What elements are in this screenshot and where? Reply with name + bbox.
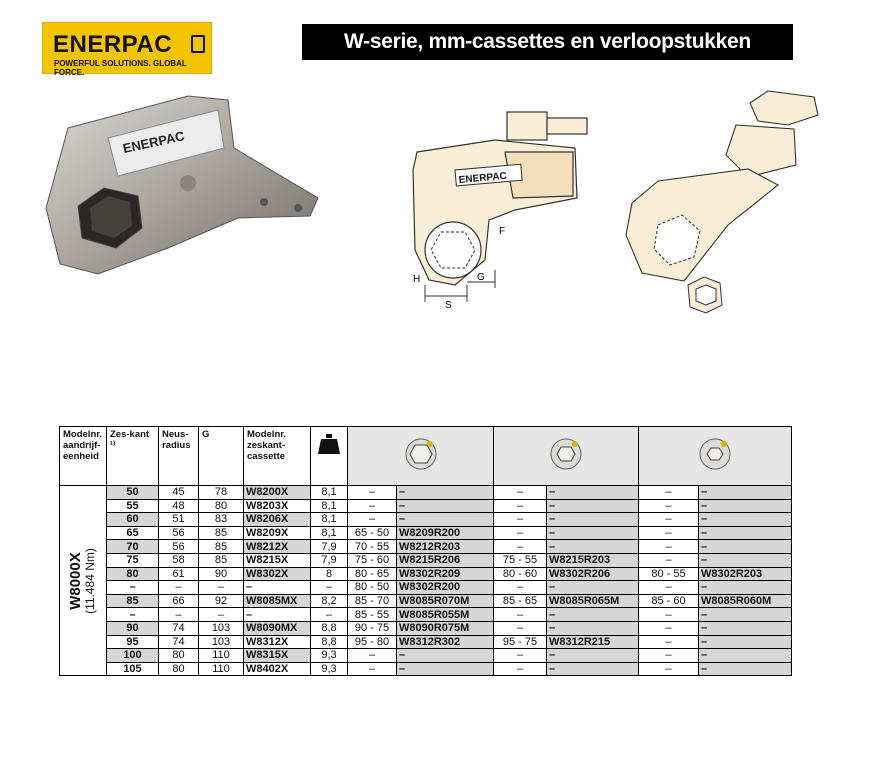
wrench-photo [38,88,340,284]
reducer-range-cell: – [639,608,699,622]
reducer-range-cell: – [494,499,547,513]
reducer-range-cell: 75 - 60 [348,553,397,567]
reducer-range-cell: – [494,581,547,595]
reducer-range-cell: 85 - 65 [494,594,547,608]
hex-cell: 65 [107,526,159,540]
reducer-range-cell: – [639,635,699,649]
cassette-model-cell: W8402X [244,662,311,676]
hex-cell: – [107,608,159,622]
hex-cell: 100 [107,649,159,663]
reducer-model-cell: – [397,649,494,663]
header-hex: Zes-kant ¹⁾ [107,427,159,486]
reducer-model-cell: – [699,540,792,554]
table-row [60,621,792,635]
reducer-model-cell: W8212R203 [397,540,494,554]
cassette-model-cell: W8312X [244,635,311,649]
g-cell: 83 [199,513,244,527]
weight-cell: 8 [311,567,348,581]
nose-radius-cell: 80 [159,662,199,676]
g-cell: 85 [199,553,244,567]
reducer-model-cell: W8215R203 [547,553,639,567]
weight-cell: 8,1 [311,513,348,527]
reducer-range-cell: 80 - 50 [348,581,397,595]
reducer-range-cell: 70 - 55 [348,540,397,554]
nose-radius-cell: 74 [159,621,199,635]
hex-cell: 95 [107,635,159,649]
cassette-model-cell: W8302X [244,567,311,581]
hex-cell: 60 [107,513,159,527]
table-row [60,567,792,581]
reducer-range-cell: – [494,540,547,554]
reducer-model-cell: – [547,662,639,676]
table-row [60,649,792,663]
reducer-model-cell: W8215R206 [397,553,494,567]
reducer-model-cell: W8312R215 [547,635,639,649]
weight-cell: 7,9 [311,540,348,554]
header-g: G [199,427,244,486]
cassette-model-cell: W8206X [244,513,311,527]
reducer-range-cell: – [348,486,397,500]
table-row [60,513,792,527]
weight-cell: 8,8 [311,635,348,649]
cassette-model-cell: W8315X [244,649,311,663]
reducer-model-cell: – [699,553,792,567]
reducer-range-cell: – [494,621,547,635]
weight-cell: 8,1 [311,526,348,540]
hex-reducer-insert-icon [549,437,583,471]
specification-table [59,426,792,676]
nose-radius-cell: 56 [159,540,199,554]
reducer-range-cell: 65 - 50 [348,526,397,540]
svg-text:ENERPAC: ENERPAC [458,170,508,186]
nose-radius-cell: 58 [159,553,199,567]
reducer-range-cell: – [639,540,699,554]
reducer-model-cell: – [547,499,639,513]
svg-text:S: S [445,300,452,310]
g-cell: 92 [199,594,244,608]
table-row [60,594,792,608]
reducer-model-cell: – [699,499,792,513]
hex-cell: – [107,581,159,595]
reducer-range-cell: – [348,649,397,663]
reducer-model-cell: W8302R200 [397,581,494,595]
reducer-model-cell: – [547,486,639,500]
cassette-model-cell: W8085MX [244,594,311,608]
header-cassette-model: Modelnr. zeskant-cassette [244,427,311,486]
table-row [60,608,792,622]
reducer-model-cell: – [547,513,639,527]
weight-cell: 8,2 [311,594,348,608]
reducer-model-cell: W8085R060M [699,594,792,608]
enerpac-logo [42,22,212,77]
reducer-range-cell: 80 - 60 [494,567,547,581]
reducer-model-cell: – [547,540,639,554]
table-row [60,662,792,676]
nose-radius-cell: 48 [159,499,199,513]
reducer-range-cell: – [348,662,397,676]
reducer-model-cell: – [699,608,792,622]
reducer-range-cell: – [639,499,699,513]
svg-text:H: H [413,274,421,285]
reducer-range-cell: 85 - 70 [348,594,397,608]
isometric-drawing [618,85,828,320]
hex-cell: 80 [107,567,159,581]
g-cell: – [199,608,244,622]
reducer-model-cell: – [547,581,639,595]
g-cell: 103 [199,635,244,649]
table-row [60,486,792,500]
reducer-range-cell: – [494,513,547,527]
header-reducer-set-1 [348,427,494,486]
header-drive-model: Modelnr. aandrijf-eenheid [60,427,107,486]
hex-reducer-insert-icon [698,437,732,471]
logo-mark-icon [191,35,205,53]
reducer-range-cell: – [494,526,547,540]
reducer-model-cell: – [699,649,792,663]
reducer-model-cell: – [699,635,792,649]
reducer-model-cell: – [547,649,639,663]
header-nose-radius: Neus-radius [159,427,199,486]
hex-cell: 50 [107,486,159,500]
reducer-range-cell: – [348,513,397,527]
reducer-model-cell: – [397,486,494,500]
reducer-model-cell: – [397,513,494,527]
hex-reducer-insert-icon [404,437,438,471]
table-header-row [60,427,792,486]
page-title: W-serie, mm-cassettes en verloopstukken [302,24,793,60]
nose-radius-cell: 74 [159,635,199,649]
hex-cell: 85 [107,594,159,608]
g-cell: 90 [199,567,244,581]
reducer-model-cell: – [699,513,792,527]
logo-wordmark: ENERPAC [53,31,173,58]
reducer-range-cell: 95 - 80 [348,635,397,649]
reducer-range-cell: – [494,608,547,622]
g-cell: 85 [199,540,244,554]
cassette-model-cell: – [244,581,311,595]
drive-unit-model: W8000X [67,551,84,610]
reducer-range-cell: 80 - 55 [639,567,699,581]
drive-unit-cell [60,486,107,676]
hex-cell: 75 [107,553,159,567]
reducer-range-cell: 85 - 55 [348,608,397,622]
reducer-model-cell: – [547,526,639,540]
reducer-range-cell: – [639,486,699,500]
reducer-model-cell: – [547,608,639,622]
reducer-range-cell: – [639,526,699,540]
nose-radius-cell: 80 [159,649,199,663]
nose-radius-cell: 45 [159,486,199,500]
nose-radius-cell: 61 [159,567,199,581]
reducer-model-cell: – [699,581,792,595]
reducer-model-cell: – [547,621,639,635]
technical-drawing [395,110,610,310]
reducer-model-cell: – [699,621,792,635]
reducer-range-cell: – [348,499,397,513]
svg-text:G: G [477,272,485,283]
weight-cell: 9,3 [311,662,348,676]
reducer-model-cell: W8085R055M [397,608,494,622]
reducer-model-cell: W8090R075M [397,621,494,635]
weight-cell: 8,1 [311,499,348,513]
cassette-model-cell: W8203X [244,499,311,513]
reducer-model-cell: W8312R302 [397,635,494,649]
reducer-model-cell: – [397,499,494,513]
weight-cell: 7,9 [311,553,348,567]
weight-icon [317,433,341,455]
table-row [60,581,792,595]
cassette-model-cell: W8212X [244,540,311,554]
reducer-range-cell: – [639,649,699,663]
cassette-model-cell: W8200X [244,486,311,500]
header-reducer-set-2 [494,427,639,486]
reducer-range-cell: – [639,621,699,635]
hex-cell: 55 [107,499,159,513]
reducer-range-cell: 80 - 65 [348,567,397,581]
svg-text:F: F [499,226,506,237]
g-cell: 78 [199,486,244,500]
weight-cell: 8,8 [311,621,348,635]
hex-cell: 90 [107,621,159,635]
reducer-range-cell: 90 - 75 [348,621,397,635]
hex-cell: 105 [107,662,159,676]
weight-cell: – [311,608,348,622]
reducer-range-cell: – [494,662,547,676]
g-cell: 110 [199,662,244,676]
cassette-model-cell: W8090MX [244,621,311,635]
table-row [60,553,792,567]
table-row [60,635,792,649]
reducer-model-cell: W8302R203 [699,567,792,581]
reducer-model-cell: W8209R200 [397,526,494,540]
reducer-range-cell: 75 - 55 [494,553,547,567]
cassette-model-cell: – [244,608,311,622]
cassette-model-cell: W8215X [244,553,311,567]
g-cell: 103 [199,621,244,635]
reducer-range-cell: – [494,649,547,663]
g-cell: – [199,581,244,595]
nose-radius-cell: – [159,608,199,622]
weight-cell: 9,3 [311,649,348,663]
table-row [60,526,792,540]
reducer-model-cell: – [699,526,792,540]
reducer-model-cell: W8302R206 [547,567,639,581]
hex-cell: 70 [107,540,159,554]
reducer-model-cell: W8085R070M [397,594,494,608]
reducer-model-cell: W8085R065M [547,594,639,608]
svg-text:ENERPAC: ENERPAC [121,128,186,156]
reducer-range-cell: – [494,486,547,500]
reducer-model-cell: – [397,662,494,676]
g-cell: 110 [199,649,244,663]
reducer-range-cell: 95 - 75 [494,635,547,649]
reducer-range-cell: – [639,581,699,595]
drive-unit-torque: (11.484 Nm) [83,547,97,614]
reducer-range-cell: – [639,553,699,567]
g-cell: 80 [199,499,244,513]
nose-radius-cell: 51 [159,513,199,527]
weight-cell: – [311,581,348,595]
cassette-model-cell: W8209X [244,526,311,540]
reducer-range-cell: – [639,513,699,527]
g-cell: 85 [199,526,244,540]
nose-radius-cell: – [159,581,199,595]
header-weight [311,427,348,486]
reducer-model-cell: W8302R209 [397,567,494,581]
reducer-range-cell: 85 - 60 [639,594,699,608]
logo-tagline: POWERFUL SOLUTIONS. GLOBAL FORCE. [54,59,187,77]
table-row [60,499,792,513]
header-reducer-set-3 [639,427,792,486]
table-row [60,540,792,554]
reducer-range-cell: – [639,662,699,676]
nose-radius-cell: 56 [159,526,199,540]
reducer-model-cell: – [699,662,792,676]
nose-radius-cell: 66 [159,594,199,608]
weight-cell: 8,1 [311,486,348,500]
reducer-model-cell: – [699,486,792,500]
